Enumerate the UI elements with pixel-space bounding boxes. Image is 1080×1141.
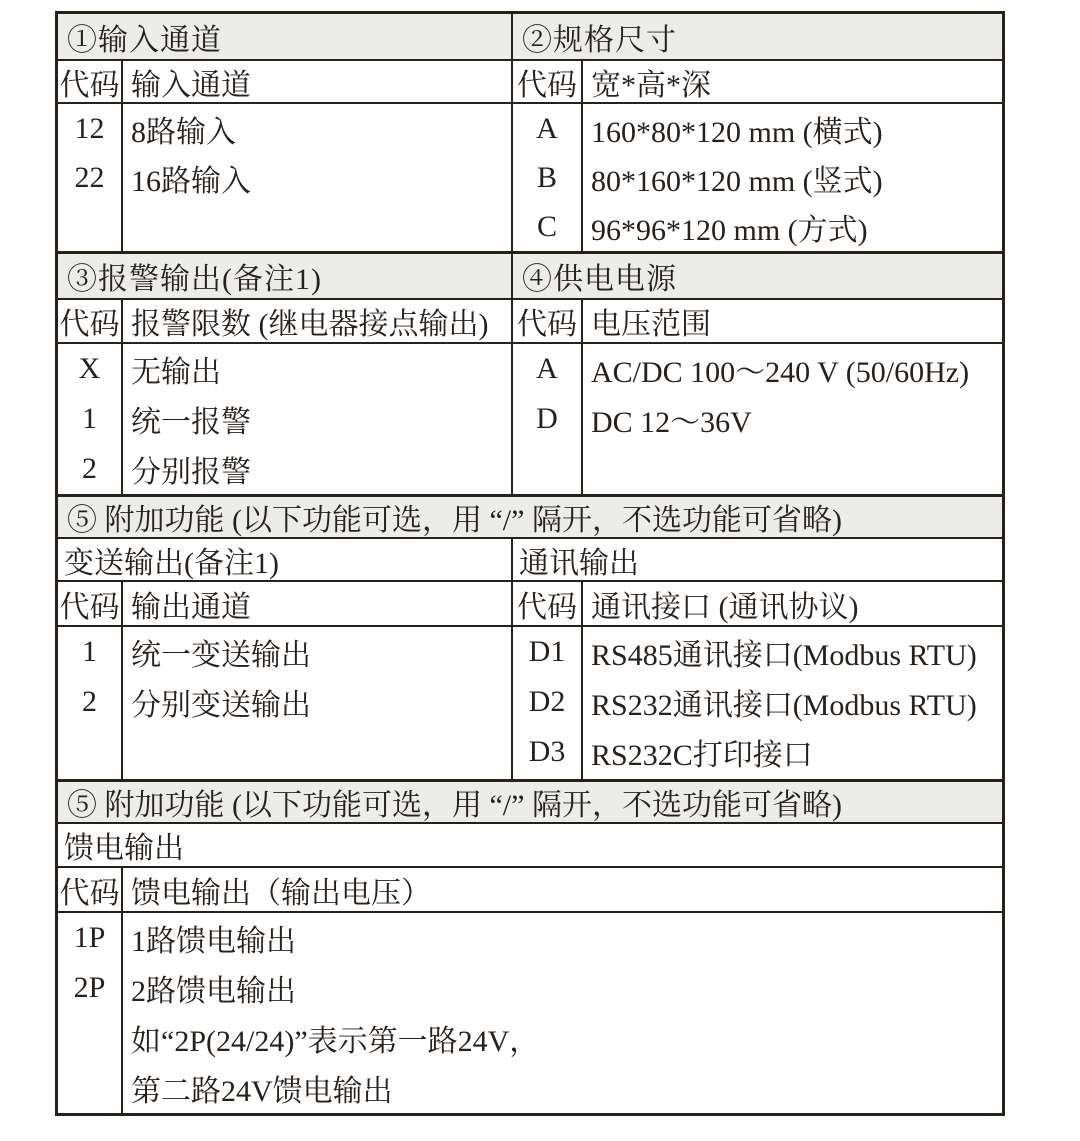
code-value: A: [536, 111, 558, 145]
note-line: 第二路24V馈电输出: [131, 1075, 393, 1108]
header-row: [58, 61, 511, 104]
desc-value: DC 12～36V: [591, 406, 752, 439]
block-alarm-and-power: [58, 251, 1002, 494]
column-header-code: 代码: [58, 300, 123, 342]
desc-column: [583, 344, 1002, 494]
column-header-desc: 报警限数 (继电器接点输出): [131, 308, 489, 341]
code-value: 22: [74, 160, 105, 194]
desc-value: RS485通讯接口(Modbus RTU): [591, 639, 977, 672]
code-value: D: [536, 402, 558, 435]
code-value: D1: [528, 635, 566, 668]
desc-value: 160*80*120 mm (横式): [591, 115, 883, 149]
note-line: 如“2P(24/24)”表示第一路24V，: [131, 1025, 540, 1058]
code-value: C: [536, 209, 557, 243]
column-header-code: 代码: [513, 61, 583, 102]
header-row: [513, 582, 1002, 627]
subtitle-transmit-output: 变送输出(备注1): [58, 539, 511, 582]
code-column: [58, 344, 123, 494]
desc-column: [123, 104, 511, 251]
column-header-desc: 输出通道: [131, 590, 251, 624]
code-value: D3: [528, 735, 566, 768]
desc-value: 分别报警: [131, 456, 251, 489]
desc-column: [583, 627, 1002, 779]
section-size: [513, 14, 1002, 251]
header-row: [513, 61, 1002, 104]
data-row: [513, 344, 1002, 494]
section-title-additional-functions-2: ⑤ 附加功能 (以下功能可选，用 “/” 隔开，不选功能可省略): [58, 782, 1002, 824]
desc-value: RS232通讯接口(Modbus RTU): [591, 689, 977, 722]
code-column: [58, 913, 123, 1113]
section-input-channel: [58, 14, 513, 251]
desc-value: 分别变送输出: [131, 689, 311, 722]
block-additional-functions-2: [58, 779, 1002, 1113]
data-row: [513, 627, 1002, 779]
section-communication-output: [513, 539, 1002, 779]
data-row: [58, 627, 511, 779]
code-value: 2P: [73, 971, 106, 1004]
desc-value: 80*160*120 mm (竖式): [591, 164, 883, 198]
data-row: [58, 344, 511, 494]
section-power-supply: [513, 254, 1002, 494]
block-input-and-size: [58, 14, 1002, 251]
code-column: [513, 627, 583, 779]
subtitle-communication-output: 通讯输出: [513, 539, 1002, 582]
code-value: 1: [82, 402, 97, 435]
column-header-desc: 馈电输出（输出电压）: [131, 876, 431, 910]
model-selection-table: [55, 11, 1005, 1116]
code-value: 2: [82, 685, 97, 718]
column-header-desc: 宽*高*深: [591, 68, 711, 102]
column-header-code: 代码: [513, 582, 583, 625]
desc-value: 2路馈电输出: [131, 975, 296, 1008]
code-column: [58, 627, 123, 779]
section-transmit-output: [58, 539, 513, 779]
code-value: 2: [82, 452, 97, 485]
code-column: [58, 104, 123, 251]
column-header-code: 代码: [58, 868, 123, 911]
subtitle-feed-output: 馈电输出: [58, 824, 1002, 868]
column-header-code: 代码: [513, 300, 583, 342]
section-title-input-channel: ①输入通道: [58, 14, 511, 61]
desc-column: [123, 627, 511, 779]
desc-column: [583, 104, 1002, 251]
code-value: 12: [74, 111, 105, 145]
code-value: A: [536, 352, 558, 385]
code-value: D2: [528, 685, 566, 718]
desc-value: 无输出: [131, 356, 221, 389]
code-value: 1: [82, 635, 97, 668]
header-row: [58, 868, 1002, 913]
section-title-alarm-output: ③报警输出(备注1): [58, 254, 511, 300]
section-alarm-output: [58, 254, 513, 494]
data-row: [58, 913, 1002, 1113]
header-row: [58, 582, 511, 627]
data-row: [58, 104, 511, 251]
header-row: [58, 300, 511, 344]
column-header-desc: 通讯接口 (通讯协议): [591, 590, 859, 624]
block-additional-functions-1: [58, 494, 1002, 779]
code-value: B: [536, 160, 557, 194]
section-title-power-supply: ④供电电源: [513, 254, 1002, 300]
column-header-code: 代码: [58, 61, 123, 102]
desc-value: AC/DC 100～240 V (50/60Hz): [591, 356, 970, 389]
desc-value: 8路输入: [131, 115, 236, 149]
desc-value: 统一报警: [131, 406, 251, 439]
desc-value: 96*96*120 mm (方式): [591, 213, 868, 247]
data-row: [513, 104, 1002, 251]
column-header-desc: 电压范围: [591, 308, 711, 341]
desc-value: 统一变送输出: [131, 639, 311, 672]
column-header-desc: 输入通道: [131, 68, 251, 102]
desc-value: RS232C打印接口: [591, 739, 813, 772]
desc-column: [123, 913, 1002, 1113]
code-value: [58, 1013, 121, 1063]
code-column: [513, 344, 583, 494]
desc-value: 16路输入: [131, 164, 251, 198]
section-title-additional-functions: ⑤ 附加功能 (以下功能可选，用 “/” 隔开，不选功能可省略): [58, 497, 1002, 539]
header-row: [513, 300, 1002, 344]
desc-value: 1路馈电输出: [131, 925, 296, 958]
section-title-size: ②规格尺寸: [513, 14, 1002, 61]
code-value: [58, 1063, 121, 1113]
code-value: 1P: [73, 921, 106, 954]
column-header-code: 代码: [58, 582, 123, 625]
desc-column: [123, 344, 511, 494]
code-value: X: [78, 352, 101, 385]
code-column: [513, 104, 583, 251]
